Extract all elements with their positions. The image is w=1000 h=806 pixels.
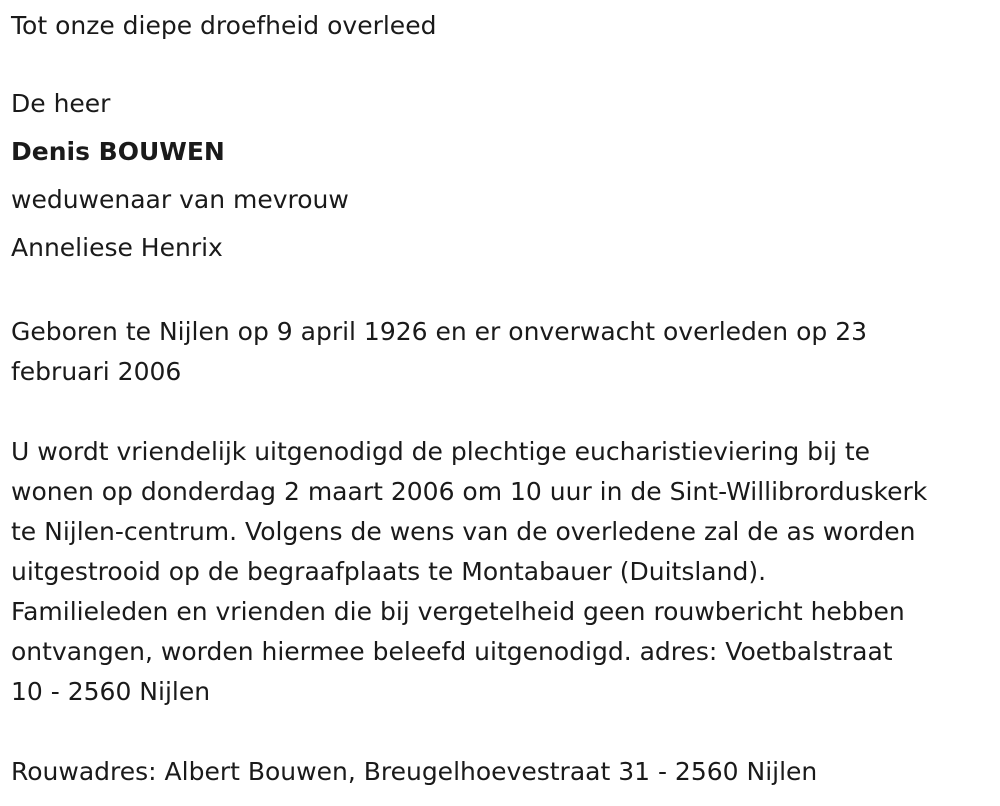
ceremony-line: uitgestrooid op de begraafplaats te Montabauer (Duitsland). [11, 557, 767, 586]
ceremony-line: wonen op donderdag 2 maart 2006 om 10 uur in de Sint-Willibrorduskerk [11, 477, 928, 506]
ceremony-line: Familieleden en vrienden die bij vergetelheid geen rouwbericht hebben [11, 597, 905, 626]
spouse-name: Anneliese Henrix [11, 233, 223, 262]
birth-death-paragraph [11, 312, 1000, 392]
spacer [11, 272, 1000, 312]
ceremony-line: te Nijlen-centrum. Volgens de wens van de overledene zal de as worden [11, 517, 916, 546]
spacer [11, 712, 1000, 752]
ceremony-line: 10 - 2560 Nijlen [11, 677, 211, 706]
mourning-address: Rouwadres: Albert Bouwen, Breugelhoevestraat 31 - 2560 Nijlen [11, 757, 818, 786]
intro-text: Tot onze diepe droefheid overleed [11, 11, 437, 40]
ceremony-line: ontvangen, worden hiermee beleefd uitgenodigd. adres: Voetbalstraat [11, 637, 893, 666]
ceremony-paragraph [11, 432, 1000, 712]
salutation-text: De heer [11, 89, 111, 118]
deceased-name: Denis BOUWEN [11, 137, 225, 166]
spacer [11, 392, 1000, 432]
birth-line: Geboren te Nijlen op 9 april 1926 en er onverwacht overleden op 23 [11, 317, 868, 346]
birth-line: februari 2006 [11, 357, 182, 386]
relation-text: weduwenaar van mevrouw [11, 185, 349, 214]
ceremony-line: U wordt vriendelijk uitgenodigd de plechtige eucharistieviering bij te [11, 437, 871, 466]
